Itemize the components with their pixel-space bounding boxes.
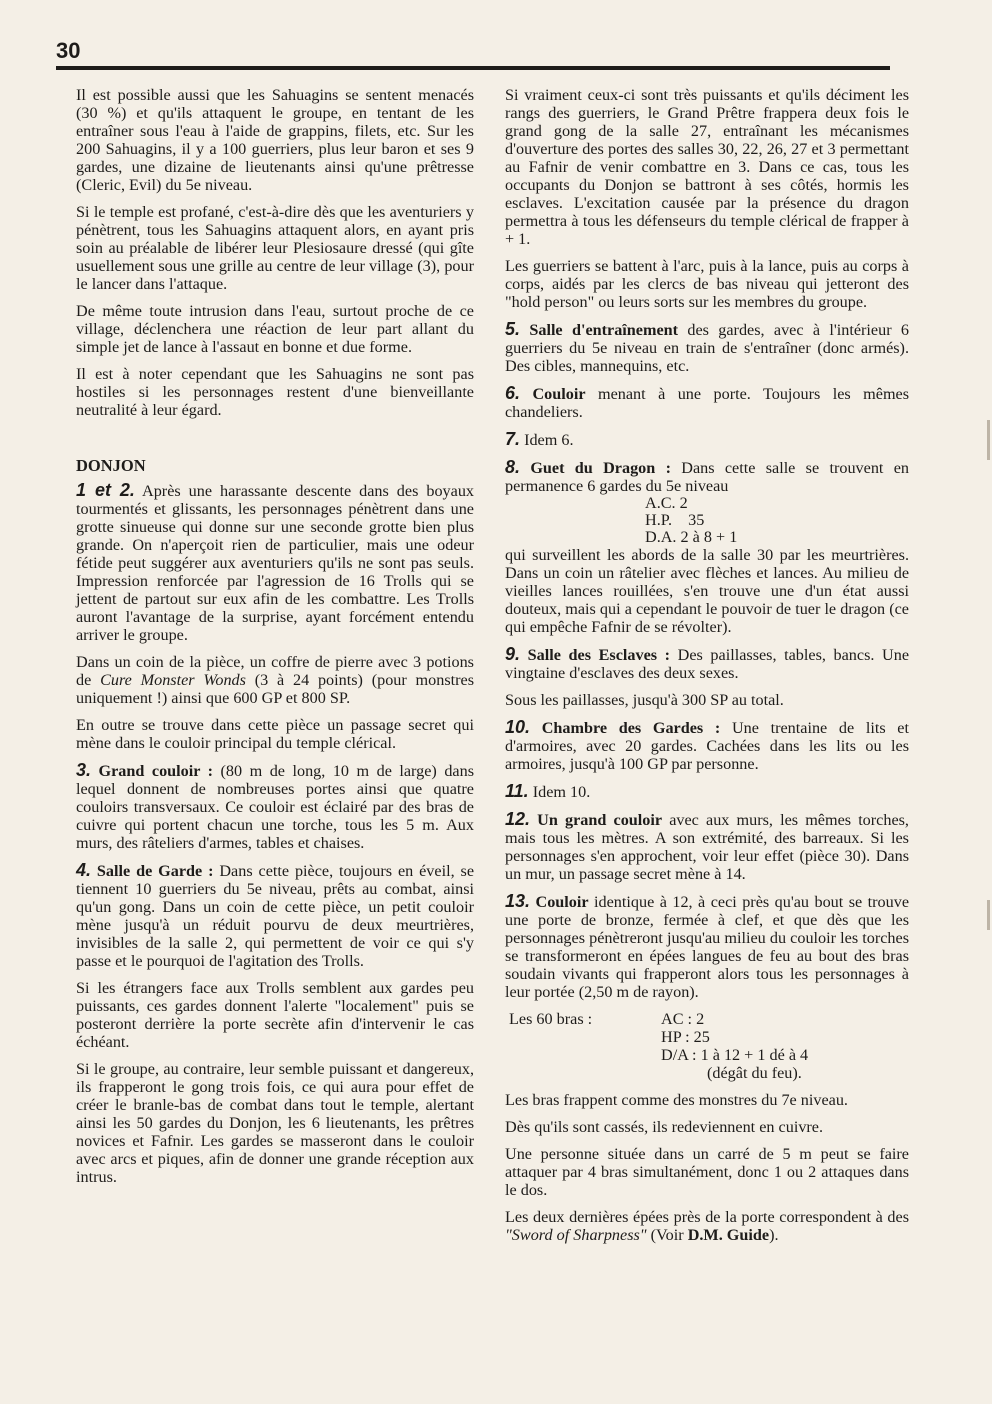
section-title: Guet du Dragon : bbox=[530, 459, 671, 477]
paragraph: Sous les paillasses, jusqu'à 300 SP au total. bbox=[505, 691, 784, 709]
section-title: Un grand couloir bbox=[537, 811, 663, 829]
section-5 bbox=[505, 320, 909, 375]
paragraph bbox=[76, 653, 474, 707]
section-text: des gardes, avec à l'intérieur 6 guerriers du 5e niveau en train de s'entraîner (donc armés). Des cibles, mannequins, etc. bbox=[505, 321, 910, 375]
paragraph: Une personne située dans un carré de 5 m peut se faire attaquer par 4 bras simultanément, donc 1 ou 2 attaques dans le dos. bbox=[505, 1145, 909, 1199]
italic-title: "Sword of Sharpness" bbox=[505, 1226, 647, 1244]
stat-line: H.P. 35 bbox=[645, 511, 705, 529]
section-number: 7. bbox=[505, 429, 521, 449]
paragraph: Si les étrangers face aux Trolls semblent aux gardes peu puissants, ces gardes donnent l'alerte "localement" puis se posteront derrière la porte secrète afin d'intervenir le cas échéant. bbox=[76, 979, 474, 1051]
paragraph: Si vraiment ceux-ci sont très puissants et qu'ils déciment les rangs des guerriers, le Grand Prêtre frappera deux fois le grand gong de la salle 27, entraînant les mécanismes d'ouverture des portes des salles 30, 22, 26, 27 et 3 permettant au Fafnir de venir combattre en 3. Dans ce cas, tous les occupants du Donjon se battront à ses côtés, hormis les esclaves. L'excitation causée par la présence du dragon permettra à tous les défenseurs du temple clérical de frapper à + 1. bbox=[505, 86, 909, 248]
paragraph: Les guerriers se battent à l'arc, puis à la lance, puis au corps à corps, aidés par les clercs de bas niveau qui jetteront des "hold person" ou leurs sorts sur les membres du groupe. bbox=[505, 257, 909, 311]
section-number: 11. bbox=[505, 781, 529, 801]
page-number: 30 bbox=[56, 38, 81, 63]
section-number: 13. bbox=[505, 891, 531, 911]
section-text: identique à 12, à ceci près qu'au bout se trouve une porte de bronze, fermée à clef, et que dès que les personnages pénètreront jusqu'au milieu du couloir les torches se transformeront en épées langues de feu au bout des bras soudain vivants qui frapperont alors tous les personnages à leur portée (2,50 m de rayon). bbox=[505, 893, 910, 1001]
guard-stats bbox=[505, 495, 909, 546]
section-title: Salle d'entraînement bbox=[529, 321, 679, 339]
italic-title: Cure Monster Wonds bbox=[100, 671, 246, 689]
section-number: 9. bbox=[505, 644, 521, 664]
section-number: 12. bbox=[505, 809, 531, 829]
section-title: Grand couloir : bbox=[98, 762, 214, 780]
section-text: Des paillasses, tables, bancs. Une vingtaine d'esclaves des deux sexes. bbox=[505, 646, 910, 682]
right-column bbox=[505, 86, 909, 1253]
section-text: (80 m de long, 10 m de large) dans lequel donnent de nombreuses portes ainsi que quatre couloirs transversaux. Ce couloir est éclairé par des bras de cuivre qui portent chacun une torche, tous les 5 m. Aux murs, des râteliers d'armes, tables et chaises. bbox=[76, 762, 474, 852]
section-text: avec aux murs, les mêmes torches, mais tous les mètres. A son extrémité, des barreaux. Si les personnages s'en approchent, voir leur effet (pièce 30). Dans un mur, un passage secret mène à 14. bbox=[505, 811, 909, 883]
section-1-2 bbox=[76, 481, 474, 644]
bold-reference: D.M. Guide bbox=[687, 1226, 770, 1244]
section-6 bbox=[505, 384, 909, 421]
section-4 bbox=[76, 861, 474, 970]
section-text: Après une harassante descente dans des boyaux tourmentés et glissants, les personnages pénètrent dans une grotte sinueuse qui donne sur une seconde grotte bien plus grande. On n'aperçoit rien de particulier, mais une odeur fétide peut suggérer aux aventuriers qu'ils ne sont pas seuls. Impression renforcée par l'agression de 16 Trolls qui se jettent de partout sur eux afin de les combattre. Les Trolls auront l'avantage de la surprise, ayant forcément entendu arriver le groupe. bbox=[76, 482, 475, 644]
text: (Voir bbox=[650, 1226, 684, 1244]
left-column bbox=[76, 86, 474, 1195]
stat-line: (dégât du feu). bbox=[707, 1064, 802, 1082]
text: Les deux dernières épées près de la porte correspondent à des bbox=[505, 1208, 909, 1226]
section-title: Couloir bbox=[532, 385, 586, 403]
text: Dans un coin de la pièce, un coffre de pierre avec 3 potions de bbox=[76, 653, 474, 689]
paragraph bbox=[505, 1208, 909, 1244]
stat-line: D.A. 2 à 8 + 1 bbox=[645, 528, 738, 546]
paragraph: Il est possible aussi que les Sahuagins se sentent menacés (30 %) et qu'ils attaquent le groupe, en tentant de les entraîner sous l'eau à l'aide de grappins, filets, etc. Sur les 200 Sahuagins, il y a 100 guerriers, plus leur baron et ses 9 gardes, une dizaine de lieutenants ainsi qu'une prêtresse (Cleric, Evil) du 5e niveau. bbox=[76, 86, 474, 194]
section-11 bbox=[505, 782, 909, 801]
section-text: Une trentaine de lits et d'armoires, avec 20 gardes. Cachées dans les lits ou les armoires, jusqu'à 100 GP par personne. bbox=[505, 719, 909, 773]
text: ). bbox=[769, 1226, 779, 1244]
section-number: 3. bbox=[76, 760, 92, 780]
section-number: 5. bbox=[505, 319, 521, 339]
section-text: Dans cette salle se trouvent en permanence 6 gardes du 5e niveau bbox=[505, 459, 909, 495]
paragraph: En outre se trouve dans cette pièce un passage secret qui mène dans le couloir principal du temple clérical. bbox=[76, 716, 474, 752]
arms-values bbox=[661, 1010, 808, 1082]
section-3 bbox=[76, 761, 474, 852]
arms-label: Les 60 bras : bbox=[509, 1010, 593, 1028]
paragraph: Si le groupe, au contraire, leur semble puissant et dangereux, ils frapperont le gong trois fois, ce qui aura pour effet de créer le branle-bas de combat dans tout le temple, alertant ainsi les 50 gardes du Donjon, les 6 lieutenants, les prêtres novices et Fafnir. Les gardes se masseront dans le couloir avec arcs et piques, afin de donner une grande réception aux intrus. bbox=[76, 1060, 474, 1186]
stat-line: AC : 2 bbox=[661, 1010, 705, 1028]
paragraph: Si le temple est profané, c'est-à-dire dès que les aventuriers y pénètrent, tous les Sahuagins attaquent alors, en ayant pris soin au préalable de libérer leur Plesiosaure dressé (qui gîte usuellement sous une grille au centre de leur village (3), pour le lancer dans l'attaque. bbox=[76, 203, 474, 293]
stat-line: D/A : 1 à 12 + 1 dé à 4 bbox=[661, 1046, 809, 1064]
page-edge-mark bbox=[987, 900, 990, 930]
paragraph: De même toute intrusion dans l'eau, surtout proche de ce village, déclenchera une réaction de leur part allant du simple jet de lance à l'assaut en bonne et due forme. bbox=[76, 302, 474, 356]
section-text: Idem 10. bbox=[532, 783, 591, 801]
page-edge-mark bbox=[987, 420, 990, 460]
section-number: 10. bbox=[505, 717, 531, 737]
section-13 bbox=[505, 892, 909, 1001]
section-10 bbox=[505, 718, 909, 773]
section-number: 4. bbox=[76, 860, 92, 880]
section-title: Salle de Garde : bbox=[96, 862, 214, 880]
stat-line: HP : 25 bbox=[661, 1028, 710, 1046]
section-text: Dans cette pièce, toujours en éveil, se tiennent 10 guerriers du 5e niveau, prêts au combat, ainsi qu'un gong. Dans un coin de cette pièce, un petit couloir mène jusqu'à un réduit pourvu de deux meurtrières, invisibles de la salle 2, qui permettent de voir ce qui s'y passe et le pourquoi de l'agitation des Trolls. bbox=[76, 862, 474, 970]
section-number: 6. bbox=[505, 383, 521, 403]
section-number: 1 et 2. bbox=[76, 480, 135, 500]
arms-stats bbox=[505, 1010, 909, 1082]
header-rule bbox=[56, 66, 890, 70]
section-title: Couloir bbox=[535, 893, 589, 911]
section-title: Chambre des Gardes : bbox=[541, 719, 721, 737]
section-9 bbox=[505, 645, 909, 682]
section-number: 8. bbox=[505, 457, 521, 477]
section-12 bbox=[505, 810, 909, 883]
paragraph: Dès qu'ils sont cassés, ils redeviennent en cuivre. bbox=[505, 1118, 824, 1136]
text: (3 à 24 points) (pour monstres uniquement !) ainsi que 600 GP et 800 SP. bbox=[76, 671, 475, 707]
paragraph: Les bras frappent comme des monstres du 7e niveau. bbox=[505, 1091, 848, 1109]
section-heading: DONJON bbox=[76, 456, 146, 475]
stat-line: A.C. 2 bbox=[645, 494, 688, 512]
section-7 bbox=[505, 430, 909, 449]
section-title: Salle des Esclaves : bbox=[527, 646, 671, 664]
paragraph: qui surveillent les abords de la salle 30 par les meurtrières. Dans un coin un râtelier avec flèches et lances. Au milieu de vieilles lances rouillées, s'en trouve une d'un état aussi douteux, mais qui a cependant le pouvoir de tuer le dragon (ce qui empêche Fafnir de se révolter). bbox=[505, 546, 909, 636]
section-text: Idem 6. bbox=[524, 431, 574, 449]
section-text: menant à une porte. Toujours les mêmes chandeliers. bbox=[505, 385, 910, 421]
section-8 bbox=[505, 458, 909, 495]
paragraph: Il est à noter cependant que les Sahuagins ne sont pas hostiles si les personnages restent d'une bienveillante neutralité à leur égard. bbox=[76, 365, 474, 419]
